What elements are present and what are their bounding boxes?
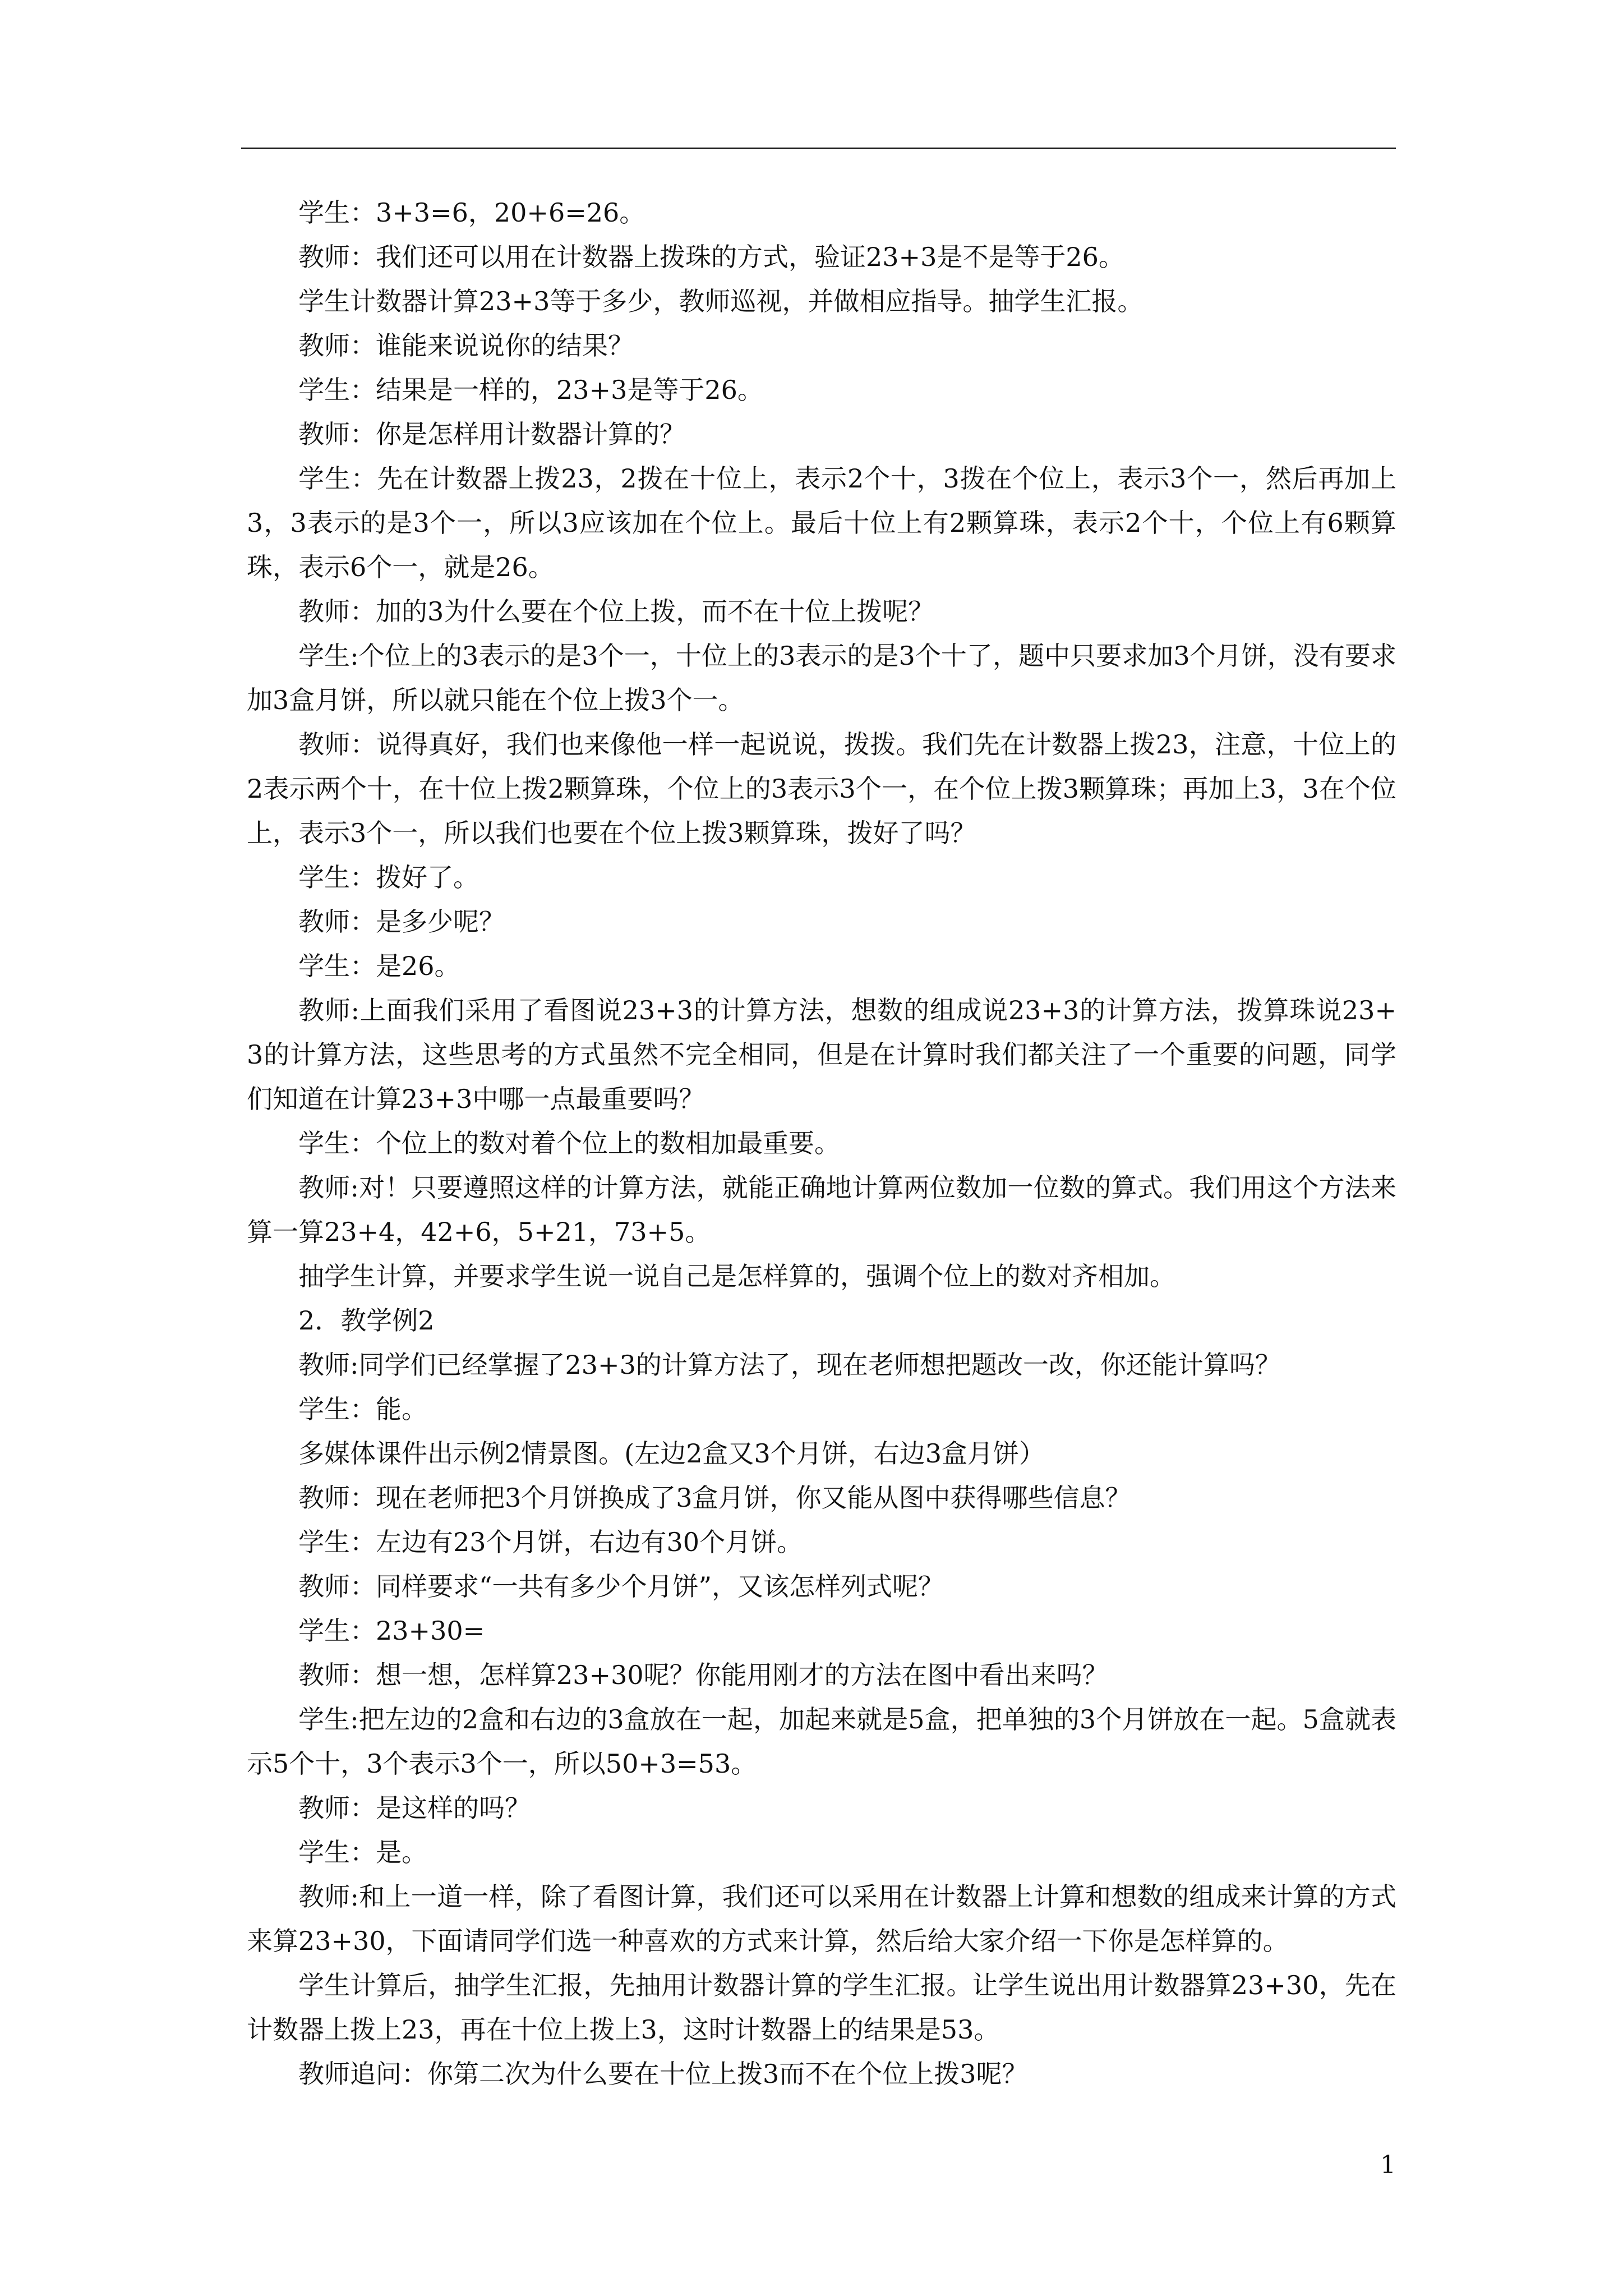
paragraph: 学生计算后，抽学生汇报，先抽用计数器计算的学生汇报。让学生说出用计数器算23+30，先在计数器上拨上23，再在十位上拨上3，这时计数器上的结果是53。 xyxy=(247,1970,1396,2045)
paragraph: 学生：是。 xyxy=(298,1837,427,1867)
paragraph: 教师：你是怎样用计数器计算的？ xyxy=(298,419,685,449)
paragraph: 学生:把左边的2盒和右边的3盒放在一起，加起来就是5盒，把单独的3个月饼放在一起。5盒就表示5个十，3个表示3个一，所以50+3=53。 xyxy=(247,1704,1396,1779)
paragraph: 教师:对！只要遵照这样的计算方法，就能正确地计算两位数加一位数的算式。我们用这个方法来算一算23+4，42+6，5+21，73+5。 xyxy=(247,1172,1396,1247)
paragraph: 教师：加的3为什么要在个位上拨，而不在十位上拨呢？ xyxy=(298,596,934,627)
paragraph: 抽学生计算，并要求学生说一说自己是怎样算的，强调个位上的数对齐相加。 xyxy=(298,1261,1175,1291)
paragraph: 教师：说得真好，我们也来像他一样一起说说，拨拨。我们先在计数器上拨23，注意，十位上的2表示两个十，在十位上拨2颗算珠，个位上的3表示3个一，在个位上拨3颗算珠；再加上3，3在个位上，表示3个一，所以我们也要在个位上拨3颗算珠，拨好了吗？ xyxy=(247,729,1396,848)
paragraph: 教师：是这样的吗？ xyxy=(298,1793,531,1823)
paragraph: 多媒体课件出示例2情景图。(左边2盒又3个月饼，右边3盒月饼） xyxy=(298,1438,1045,1469)
paragraph: 教师：是多少呢？ xyxy=(298,907,505,937)
paragraph: 学生：23+30= xyxy=(298,1616,485,1646)
paragraph: 教师:同学们已经掌握了23+3的计算方法了，现在老师想把题改一改，你还能计算吗？ xyxy=(298,1350,1281,1380)
paragraph: 教师：谁能来说说你的结果？ xyxy=(298,330,634,361)
header-rule xyxy=(241,148,1396,149)
paragraph: 教师:上面我们采用了看图说23+3的计算方法，想数的组成说23+3的计算方法，拨算珠说23+3的计算方法，这些思考的方式虽然不完全相同，但是在计算时我们都关注了一个重要的问题，同学们知道在计算23+3中哪一点最重要吗？ xyxy=(247,995,1396,1114)
paragraph: 教师：现在老师把3个月饼换成了3盒月饼，你又能从图中获得哪些信息？ xyxy=(298,1483,1131,1513)
paragraph: 学生：拨好了。 xyxy=(298,862,479,892)
page-number: 1 xyxy=(1380,2151,1396,2179)
paragraph: 教师：想一想，怎样算23+30呢？你能用刚才的方法在图中看出来吗？ xyxy=(298,1660,1108,1690)
paragraph: 教师:和上一道一样，除了看图计算，我们还可以采用在计数器上计算和想数的组成来计算的方式来算23+30，下面请同学们选一种喜欢的方式来计算，然后给大家介绍一下你是怎样算的。 xyxy=(247,1881,1396,1956)
paragraph: 教师：同样要求“一共有多少个月饼”，又该怎样列式呢？ xyxy=(298,1571,944,1602)
paragraph: 学生：3+3=6，20+6=26。 xyxy=(298,197,645,228)
paragraph: 学生：左边有23个月饼，右边有30个月饼。 xyxy=(298,1527,803,1557)
paragraph: 教师：我们还可以用在计数器上拨珠的方式，验证23+3是不是等于26。 xyxy=(298,242,1124,272)
paragraph: 学生：先在计数器上拨23，2拨在十位上，表示2个十，3拨在个位上，表示3个一，然后再加上3，3表示的是3个一，所以3应该加在个位上。最后十位上有2颗算珠，表示2个十，个位上有6颗算珠，表示6个一，就是26。 xyxy=(247,463,1396,582)
paragraph: 教师追问：你第二次为什么要在十位上拨3而不在个位上拨3呢？ xyxy=(298,2059,1028,2089)
paragraph: 学生：结果是一样的，23+3是等于26。 xyxy=(298,375,763,405)
document-body xyxy=(247,191,1396,2096)
section-heading: 2．教学例2 xyxy=(298,1305,435,1336)
paragraph: 学生:个位上的3表示的是3个一，十位上的3表示的是3个十了，题中只要求加3个月饼，没有要求加3盒月饼，所以就只能在个位上拨3个一。 xyxy=(247,641,1396,715)
paragraph: 学生：能。 xyxy=(298,1394,427,1424)
paragraph: 学生计数器计算23+3等于多少，教师巡视，并做相应指导。抽学生汇报。 xyxy=(298,286,1144,316)
paragraph: 学生：个位上的数对着个位上的数相加最重要。 xyxy=(298,1128,840,1158)
paragraph: 学生：是26。 xyxy=(298,951,460,981)
